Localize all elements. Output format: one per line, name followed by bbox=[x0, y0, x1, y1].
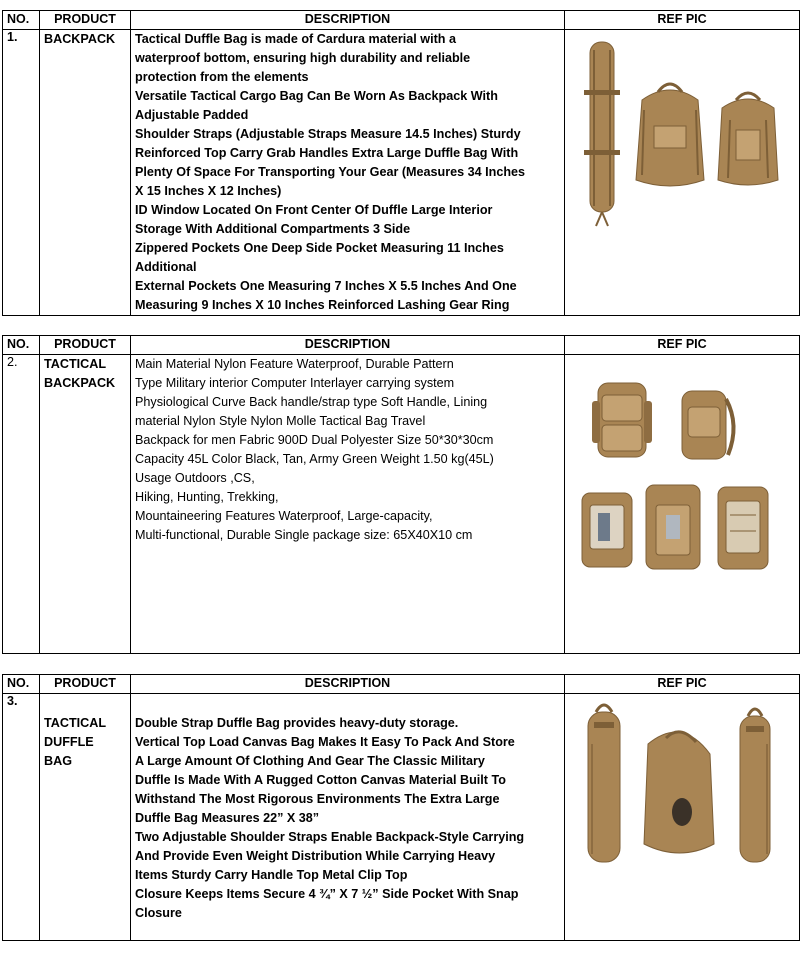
description-line: Duffle Is Made With A Rugged Cotton Canvas Material Built To bbox=[135, 773, 506, 787]
header-no: NO. bbox=[3, 675, 40, 694]
item-number: 2. bbox=[3, 355, 40, 654]
reference-picture-cell bbox=[565, 694, 800, 941]
product-table-1 bbox=[2, 10, 800, 316]
description-line: Shoulder Straps (Adjustable Straps Measure 14.5 Inches) Sturdy bbox=[135, 127, 521, 141]
product-name-line: BAG bbox=[44, 754, 72, 768]
description-line: Duffle Bag Measures 22” X 38” bbox=[135, 811, 320, 825]
description-line: material Nylon Style Nylon Molle Tactical Bag Travel bbox=[135, 414, 426, 428]
description-line: Double Strap Duffle Bag provides heavy-duty storage. bbox=[135, 716, 459, 730]
description-line: Additional bbox=[135, 260, 197, 274]
description-line: Main Material Nylon Feature Waterproof, Durable Pattern bbox=[135, 357, 454, 371]
product-name-line: DUFFLE bbox=[44, 735, 94, 749]
table-header-row bbox=[3, 336, 800, 355]
description-line: Closure bbox=[135, 906, 182, 920]
header-ref-pic: REF PIC bbox=[565, 336, 800, 355]
description-line: Backpack for men Fabric 900D Dual Polyester Size 50*30*30cm bbox=[135, 433, 494, 447]
table-row bbox=[3, 30, 800, 316]
table-row bbox=[3, 355, 800, 654]
description-line: Items Sturdy Carry Handle Top Metal Clip Top bbox=[135, 868, 408, 882]
reference-picture-cell bbox=[565, 355, 800, 654]
description-line: Withstand The Most Rigorous Environments The Extra Large bbox=[135, 792, 500, 806]
tactical-backpack-image bbox=[570, 355, 795, 595]
item-number: 3. bbox=[3, 694, 40, 941]
product-name bbox=[40, 30, 131, 316]
description-line: Adjustable Padded bbox=[135, 108, 249, 122]
header-product: PRODUCT bbox=[40, 675, 131, 694]
product-name-line: BACKPACK bbox=[44, 376, 116, 390]
description-line: Type Military interior Computer Interlayer carrying system bbox=[135, 376, 455, 390]
product-table-3 bbox=[2, 674, 800, 941]
header-ref-pic: REF PIC bbox=[565, 11, 800, 30]
description-line: Tactical Duffle Bag is made of Cardura material with a bbox=[135, 32, 456, 46]
description-line: Measuring 9 Inches X 10 Inches Reinforced Lashing Gear Ring bbox=[135, 298, 510, 312]
header-description: DESCRIPTION bbox=[131, 336, 565, 355]
reference-picture-cell bbox=[565, 30, 800, 316]
product-name bbox=[40, 694, 131, 941]
description-line: And Provide Even Weight Distribution While Carrying Heavy bbox=[135, 849, 496, 863]
description-line: Versatile Tactical Cargo Bag Can Be Worn As Backpack With bbox=[135, 89, 498, 103]
duffle-bag-image bbox=[570, 694, 795, 874]
product-table-2 bbox=[2, 335, 800, 654]
description-line: Two Adjustable Shoulder Straps Enable Backpack-Style Carrying bbox=[135, 830, 525, 844]
description-line: Plenty Of Space For Transporting Your Gear (Measures 34 Inches bbox=[135, 165, 526, 179]
product-description bbox=[131, 30, 565, 316]
table-row bbox=[3, 694, 800, 941]
header-description: DESCRIPTION bbox=[131, 11, 565, 30]
product-name-line: BACKPACK bbox=[44, 32, 116, 46]
description-line: X 15 Inches X 12 Inches) bbox=[135, 184, 282, 198]
header-ref-pic: REF PIC bbox=[565, 675, 800, 694]
description-line: ID Window Located On Front Center Of Duffle Large Interior bbox=[135, 203, 493, 217]
header-product: PRODUCT bbox=[40, 11, 131, 30]
product-description bbox=[131, 694, 565, 941]
description-line: Hiking, Hunting, Trekking, bbox=[135, 490, 279, 504]
product-name-line: TACTICAL bbox=[44, 357, 107, 371]
description-line: Mountaineering Features Waterproof, Large-capacity, bbox=[135, 509, 433, 523]
table-header-row bbox=[3, 675, 800, 694]
description-line: External Pockets One Measuring 7 Inches X 5.5 Inches And One bbox=[135, 279, 517, 293]
description-line: waterproof bottom, ensuring high durability and reliable bbox=[135, 51, 471, 65]
description-line: Zippered Pockets One Deep Side Pocket Measuring 11 Inches bbox=[135, 241, 504, 255]
description-line: Multi-functional, Durable Single package size: 65X40X10 cm bbox=[135, 528, 473, 542]
header-description: DESCRIPTION bbox=[131, 675, 565, 694]
header-product: PRODUCT bbox=[40, 336, 131, 355]
header-no: NO. bbox=[3, 11, 40, 30]
table-header-row bbox=[3, 11, 800, 30]
item-number: 1. bbox=[3, 30, 40, 316]
product-description bbox=[131, 355, 565, 654]
description-line: Closure Keeps Items Secure 4 ¾” X 7 ½” Side Pocket With Snap bbox=[135, 887, 519, 901]
header-no: NO. bbox=[3, 336, 40, 355]
description-line: Physiological Curve Back handle/strap type Soft Handle, Lining bbox=[135, 395, 488, 409]
description-line: Vertical Top Load Canvas Bag Makes It Easy To Pack And Store bbox=[135, 735, 515, 749]
product-name-line: TACTICAL bbox=[44, 716, 107, 730]
description-line: A Large Amount Of Clothing And Gear The Classic Military bbox=[135, 754, 485, 768]
description-line: Reinforced Top Carry Grab Handles Extra Large Duffle Bag With bbox=[135, 146, 519, 160]
description-line: Storage With Additional Compartments 3 Side bbox=[135, 222, 411, 236]
description-line: Capacity 45L Color Black, Tan, Army Green Weight 1.50 kg(45L) bbox=[135, 452, 494, 466]
duffle-backpack-image bbox=[570, 30, 795, 230]
product-name bbox=[40, 355, 131, 654]
description-line: Usage Outdoors ,CS, bbox=[135, 471, 255, 485]
description-line: protection from the elements bbox=[135, 70, 309, 84]
